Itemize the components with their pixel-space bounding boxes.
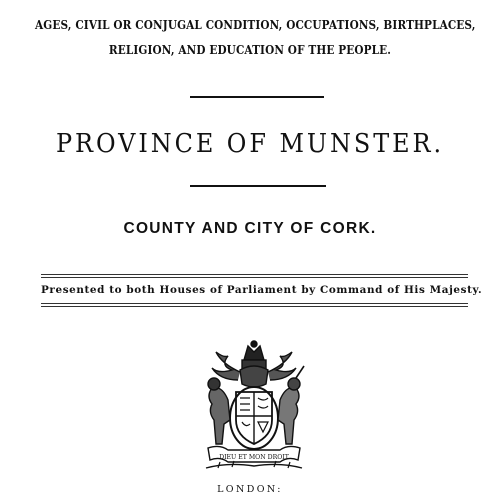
presented-band bbox=[41, 274, 483, 308]
county-heading: COUNTY AND CITY OF CORK. bbox=[123, 220, 377, 237]
band-rule bbox=[41, 303, 468, 304]
province-heading: PROVINCE OF MUNSTER. bbox=[55, 129, 445, 159]
subtitle-line-2: RELIGION, AND EDUCATION OF THE PEOPLE. bbox=[108, 43, 392, 57]
band-rule bbox=[41, 277, 468, 278]
divider-rule-middle bbox=[190, 185, 326, 187]
motto-text: DIEU ET MON DROIT bbox=[219, 454, 289, 461]
divider-rule-top bbox=[190, 96, 324, 98]
imprint-place: LONDON: bbox=[217, 484, 283, 495]
presented-statement: Presented to both Houses of Parliament by Command of His Majesty. bbox=[41, 284, 483, 296]
band-rule bbox=[41, 274, 468, 275]
band-rule bbox=[41, 306, 468, 307]
royal-coat-of-arms-icon bbox=[198, 340, 310, 472]
subtitle-line-1: AGES, CIVIL OR CONJUGAL CONDITION, OCCUPATIONS, BIRTHPLACES, bbox=[35, 18, 476, 32]
